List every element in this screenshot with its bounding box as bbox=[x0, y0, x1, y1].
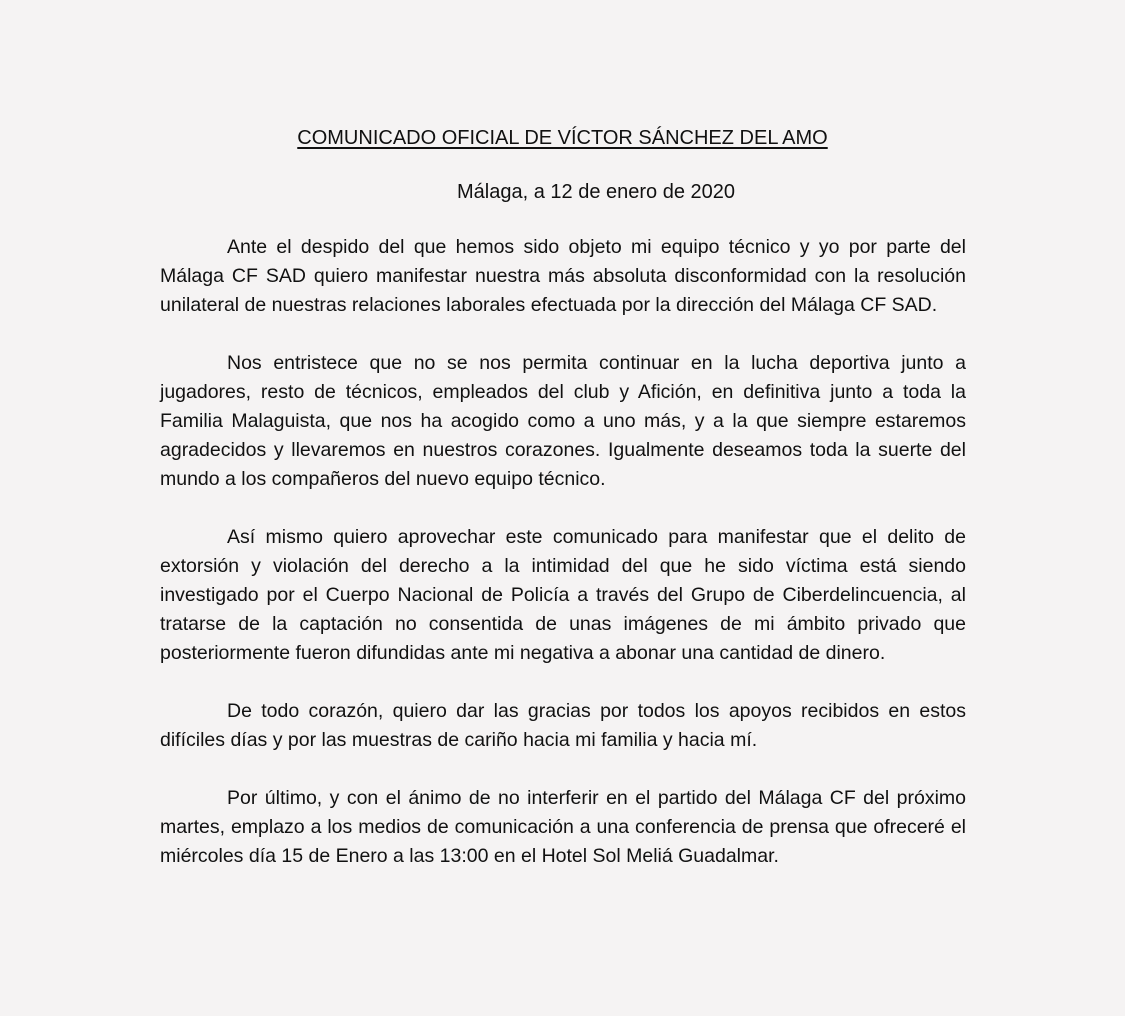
paragraph-thanks: De todo corazón, quiero dar las gracias por todos los apoyos recibidos en estos difíciles días y por las muestras de cariño hacia mi familia y hacia mí. bbox=[160, 700, 966, 751]
date-line: Málaga, a 12 de enero de 2020 bbox=[457, 181, 735, 203]
paragraph-press-conference: Por último, y con el ánimo de no interferir en el partido del Málaga CF del próximo martes, emplazo a los medios de comunicación a una conferencia de prensa que ofreceré el miércoles día 15 de Enero a las 13:00 en el Hotel Sol Meliá Guadalmar. bbox=[160, 787, 966, 867]
paragraph-gratitude-club: Nos entristece que no se nos permita continuar en la lucha deportiva junto a jugadores, resto de técnicos, empleados del club y Afición, en definitiva junto a toda la Familia Malaguista, que nos ha acogido como a uno más, y a la que siempre estaremos agradecidos y llevaremos en nuestros corazones. Igualmente deseamos toda la suerte del mundo a los compañeros del nuevo equipo técnico. bbox=[160, 352, 966, 490]
paragraph-investigation: Así mismo quiero aprovechar este comunicado para manifestar que el delito de extorsión y violación del derecho a la intimidad del que he sido víctima está siendo investigado por el Cuerpo Nacional de Policía a través del Grupo de Ciberdelincuencia, al tratarse de la captación no consentida de unas imágenes de mi ámbito privado que posteriormente fueron difundidas ante mi negativa a abonar una cantidad de dinero. bbox=[160, 526, 966, 664]
document-title: COMUNICADO OFICIAL DE VÍCTOR SÁNCHEZ DEL AMO bbox=[297, 127, 828, 149]
paragraph-dismissal: Ante el despido del que hemos sido objeto mi equipo técnico y yo por parte del Málaga CF SAD quiero manifestar nuestra más absoluta disconformidad con la resolución unilateral de nuestras relaciones laborales efectuada por la dirección del Málaga CF SAD. bbox=[160, 236, 966, 316]
document-body bbox=[160, 233, 966, 900]
